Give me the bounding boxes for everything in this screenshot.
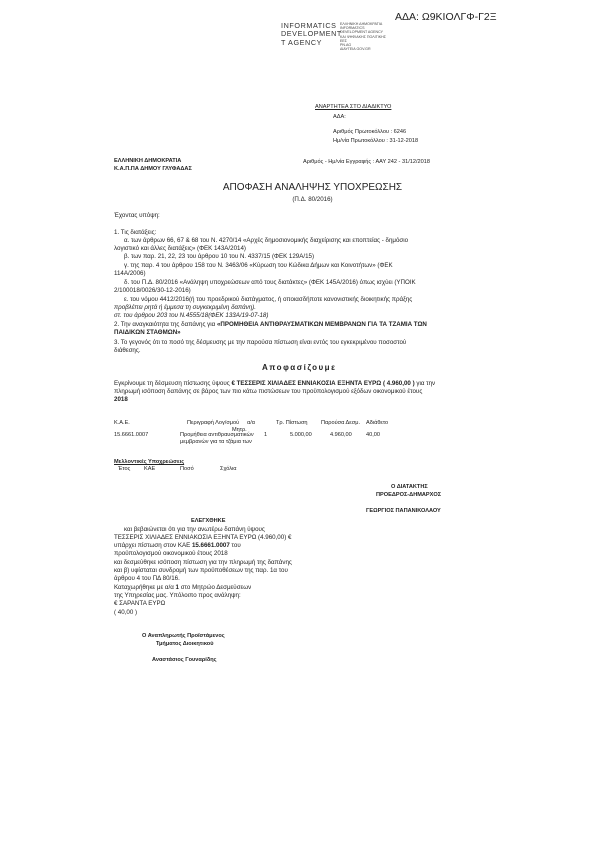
checked-heading: ΕΛΕΓΧΘΗΚΕ xyxy=(191,518,226,524)
item-2-bold: «ΠΡΟΜΗΘΕΙΑ ΑΝΤΙΘΡΑΥΣΜΑΤΙΚΩΝ ΜΕΜΒΡΑΝΩΝ ΓΙΑ ΤΑ ΤΖΑΜΙΑ ΤΩΝ xyxy=(216,321,427,328)
table-row-desc: Προμήθεια αντιθραυσματικών xyxy=(180,432,254,438)
table-row-unallocated: 40,00 xyxy=(366,432,380,438)
logo-sub-7: ΔΙΑΥΓΕΙΑ GOV.GR xyxy=(340,47,371,52)
checked-line-3-end: του xyxy=(231,542,241,549)
protocol-number: Αριθμός Πρωτοκόλλου : 6246 xyxy=(333,129,407,135)
future-col-year: Έτος xyxy=(118,466,131,472)
checked-line-7: άρθρου 4 του ΠΔ 80/16. xyxy=(114,575,180,582)
decide-paragraph-2: πληρωμή ισόποση δαπάνης σε βάρος των πιο κάτω πιστώσεων του προϋπολογισμού εξόδων οικονομικού έτους xyxy=(114,388,423,395)
item-3-2: διάθεσης. xyxy=(114,347,141,354)
posting-ada: ΑΔΑ: xyxy=(333,114,346,120)
checked-line-9: της Υπηρεσίας μας. Υπόλοιπο προς ανάληψη: xyxy=(114,592,241,599)
decide-year: 2018 xyxy=(114,396,128,403)
clause-e-1: ε. του νόμου 4412/2016(ή του προεδρικού διατάγματος, ή οποιασδήποτε κανονιστικής διοικητικής πράξης xyxy=(124,296,413,303)
clause-e-2: προβλέπει ρητά ή έμμεσα τη συγκεκριμένη δαπάνη). xyxy=(114,304,256,311)
logo-sub-5: ΕΕΣ xyxy=(340,38,348,43)
decide-heading: Αποφασίζουμε xyxy=(262,363,337,372)
checked-line-11: ( 40,00 ) xyxy=(114,609,138,616)
checked-kae: 15.6661.0007 xyxy=(191,542,230,549)
decide-amount: € ΤΕΣΣΕΡΙΣ ΧΙΛΙΑΔΕΣ ΕΝΝΙΑΚΟΣΙΑ ΕΞΗΝΤΑ ΕΥΡΩ ( 4.960,00 ) xyxy=(231,380,415,387)
checked-line-4: προϋπολογισμού οικονομικού έτους 2018 xyxy=(114,550,228,557)
logo-line-1: INFORMATICS xyxy=(281,21,337,30)
table-header-credit: Τρ. Πίστωση xyxy=(276,420,308,426)
table-row-commit: 4.960,00 xyxy=(330,432,352,438)
checked-register-number: 1 xyxy=(175,584,179,591)
table-header-commit: Παρούσα Δεσμ. xyxy=(321,420,361,426)
item-2 xyxy=(114,321,427,329)
agency-logo xyxy=(281,22,342,47)
signer-title: ΠΡΟΕΔΡΟΣ-ΔΗΜΑΡΧΟΣ xyxy=(376,492,442,498)
clause-d-2: 2/100018/0026/30-12-2016) xyxy=(114,287,191,294)
item-3-1: 3. Το γεγονός ότι το ποσό της δέσμευσης με την παρούσα πίστωση είναι εντός του εγκεκριμένου ποσοστού xyxy=(114,339,407,346)
footer-signer-role: Ο Αναπληρωτής Προϊστάμενος xyxy=(142,633,225,639)
having-seen: Έχοντας υπόψη: xyxy=(114,212,160,219)
future-col-amount: Ποσό xyxy=(180,466,194,472)
registration-number: Αριθμός - Ημ/νία Εγγραφής : ΑΑΥ 242 - 31/12/2018 xyxy=(303,159,430,165)
logo-sub-6: PN.AG xyxy=(340,43,352,48)
checked-line-5: και δεσμεύθηκε ισόποση πίστωση για την πληρωμή της δαπάνης xyxy=(114,559,292,566)
checked-line-3 xyxy=(114,542,241,550)
table-row-kae: 15.6661.0007 xyxy=(114,432,149,438)
clause-b: β. των παρ. 21, 22, 23 του άρθρου 10 του Ν. 4337/15 (ΦΕΚ 129Α/15) xyxy=(124,253,315,260)
checked-line-1: και βεβαιώνεται ότι για την ανωτέρω δαπάνη ύψους xyxy=(124,526,265,533)
checked-line-8-text: Καταχωρήθηκε με α/α xyxy=(114,584,174,591)
footer-signer-dept: Τμήματος Διοικητικού xyxy=(156,641,214,647)
clause-d-1: δ. του Π.Δ. 80/2016 «Ανάληψη υποχρεώσεων από τους διατάκτες» (ΦΕΚ 145Α/2016) όπως ισχύει (ΥΠΟΙΚ xyxy=(124,279,416,286)
table-header-mitr: Μητρ. xyxy=(232,427,247,433)
checked-line-3-text: υπάρχει πίστωση στον ΚΑΕ xyxy=(114,542,191,549)
checked-line-8-end: στο Μητρώο Δεσμεύσεων xyxy=(180,584,252,591)
item-1: 1. Τις διατάξεις: xyxy=(114,229,157,236)
logo-line-3: T AGENCY xyxy=(281,37,323,47)
clause-st: στ. του άρθρου 203 του Ν.4555/18(ΦΕΚ 133Α/19-07-18) xyxy=(114,312,269,319)
logo-sub-3: DEVELOPMENT AGENCY xyxy=(340,30,384,35)
clause-g-2: 114Α/2006) xyxy=(114,270,146,277)
authority-line-2: Κ.Α.Π.ΠΑ ΔΗΜΟΥ ΓΛΥΦΑΔΑΣ xyxy=(114,166,192,172)
logo-line-2: DEVELOPMENT xyxy=(281,29,342,39)
table-header-kae: Κ.Α.Ε. xyxy=(114,420,130,426)
table-header-aa: α/α xyxy=(247,420,256,426)
table-header-unallocated: Αδιάθετο xyxy=(366,420,389,426)
clause-g-1: γ. της παρ. 4 του άρθρου 158 του Ν. 3463/06 «Κύρωση του Κώδικα Δήμων και Κοινοτήτων» (ΦΕΚ xyxy=(124,262,393,269)
signer-name: ΓΕΩΡΓΙΟΣ ΠΑΠΑΝΙΚΟΛΑΟΥ xyxy=(366,508,441,514)
checked-line-8 xyxy=(114,584,251,592)
decide-paragraph-1 xyxy=(114,380,435,388)
signer-role: Ο ΔΙΑΤΑΚΤΗΣ xyxy=(391,484,428,490)
authority-line-1: ΕΛΛΗΝΙΚΗ ΔΗΜΟΚΡΑΤΙΑ xyxy=(114,158,182,164)
logo-subtext xyxy=(340,22,386,51)
checked-line-6: και β) υφίσταται συνδρομή των προϋποθέσεων της παρ. 1α του xyxy=(114,567,288,574)
table-row-aa: 1 xyxy=(264,432,268,438)
clause-a-2: λογιστικό και άλλες διατάξεις» (ΦΕΚ 143Α/2014) xyxy=(114,245,246,252)
checked-line-2: ΤΕΣΣΕΡΙΣ ΧΙΛΙΑΔΕΣ ΕΝΝΙΑΚΟΣΙΑ ΕΞΗΝΤΑ ΕΥΡΩ (4.960,00) € xyxy=(114,534,292,541)
decide-text-1-end: για την xyxy=(416,380,436,387)
item-2-bold-2: ΠΑΙΔΙΚΩΝ ΣΤΑΘΜΩΝ» xyxy=(114,329,181,336)
checked-line-10: € ΣΑΡΑΝΤΑ ΕΥΡΩ xyxy=(114,600,166,607)
logo-sub-4: ΚΑΙ ΨΗΦΙΑΚΗΣ ΠΟΛΙΤΙΚΗΣ xyxy=(340,34,386,39)
future-col-kae: ΚΑΕ xyxy=(144,466,156,472)
ada-header: ΑΔΑ: Ω9ΚΙΟΛΓΦ-Γ2Ξ xyxy=(395,11,497,23)
protocol-date: Ημ/νία Πρωτοκόλλου : 31-12-2018 xyxy=(333,138,419,144)
document-title: ΑΠΟΦΑΣΗ ΑΝΑΛΗΨΗΣ ΥΠΟΧΡΕΩΣΗΣ xyxy=(222,182,403,193)
table-row-desc-2: μεμβρανών για τα τζάμια των xyxy=(180,439,252,445)
clause-a-1: α. των άρθρων 66, 67 & 68 του Ν. 4270/14 «Αρχές δημοσιονομικής διαχείρισης και εποπτείας - δημόσιο xyxy=(124,237,409,244)
future-title: Μελλοντικές Υποχρεώσεις xyxy=(114,459,185,465)
table-row-credit: 5.000,00 xyxy=(290,432,312,438)
decide-text-1: Εγκρίνουμε τη δέσμευση πίστωσης ύψους xyxy=(114,380,230,387)
logo-sub-2: INFORMATICS xyxy=(340,26,365,31)
item-2-text: 2. Την αναγκαιότητα της δαπάνης για xyxy=(114,321,216,328)
future-col-comments: Σχόλια xyxy=(220,466,237,472)
logo-sub-1: ΕΛΛΗΝΙΚΗ ΔΗΜΟΚΡΑΤΙΑ xyxy=(340,22,383,26)
document-subtitle: (Π.Δ. 80/2016) xyxy=(292,196,333,203)
table-header-desc: Περιγραφή Λογ/σμού xyxy=(187,420,240,426)
footer-signer-name: Αναστάσιος Γουναρίδης xyxy=(152,657,217,663)
posting-title: ΑΝΑΡΤΗΤΕΑ ΣΤΟ ΔΙΑΔΙΚΤΥΟ xyxy=(315,104,392,110)
